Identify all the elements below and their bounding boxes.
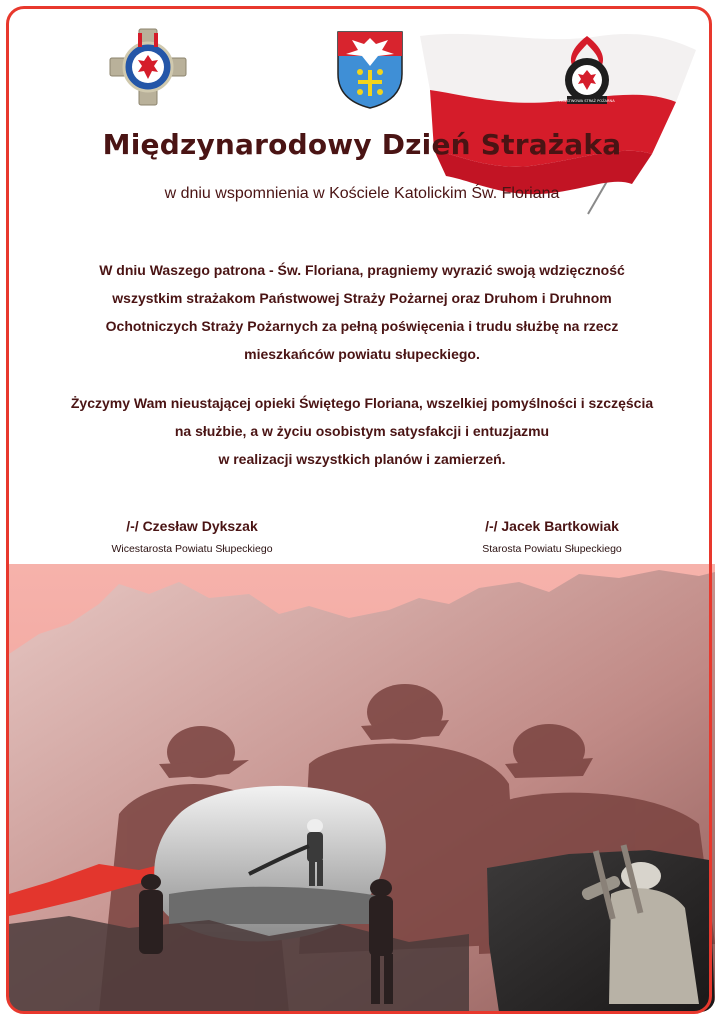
paragraph-line: Ochotniczych Straży Pożarnych za pełną poświęcenia i trudu służbę na rzecz <box>105 318 619 334</box>
psp-emblem-icon <box>556 34 618 110</box>
page-title: Międzynarodowy Dzień Strażaka <box>102 128 622 161</box>
signature-role-starost: Starosta Powiatu Słupeckiego <box>482 543 622 555</box>
coat-of-arms-icon <box>336 30 404 110</box>
paragraph-line: Życzymy Wam nieustającej opieki Świętego Floriana, wszelkiej pomyślności i szczęścia <box>70 395 654 411</box>
signature-name-vice-starost: /-/ Czesław Dykszak <box>126 518 258 534</box>
paragraph-line: w realizacji wszystkich planów i zamierzeń. <box>218 451 506 467</box>
collage-image <box>9 564 715 1012</box>
firefighters-photo-collage <box>9 564 715 1012</box>
paragraph-line: na służbie, a w życiu osobistym satysfakcji i entuzjazmu <box>174 423 550 439</box>
greeting-paragraph <box>30 256 694 368</box>
paragraph-line: mieszkańców powiatu słupeckiego. <box>244 346 480 362</box>
psp-badge-text: PAŃSTWOWA STRAŻ POŻARNA <box>559 99 615 103</box>
wishes-paragraph <box>30 389 694 473</box>
paragraph-line: W dniu Waszego patrona - Św. Floriana, pragniemy wyrazić swoją wdzięczność <box>99 262 625 278</box>
osp-emblem-icon <box>108 27 188 107</box>
page-subtitle: w dniu wspomnienia w Kościele Katolickim Św. Floriana <box>164 185 560 202</box>
signature-role-vice-starost: Wicestarosta Powiatu Słupeckiego <box>111 543 273 555</box>
signature-name-starost: /-/ Jacek Bartkowiak <box>485 518 619 534</box>
paragraph-line: wszystkim strażakom Państwowej Straży Pożarnej oraz Druhom i Druhnom <box>112 290 612 306</box>
